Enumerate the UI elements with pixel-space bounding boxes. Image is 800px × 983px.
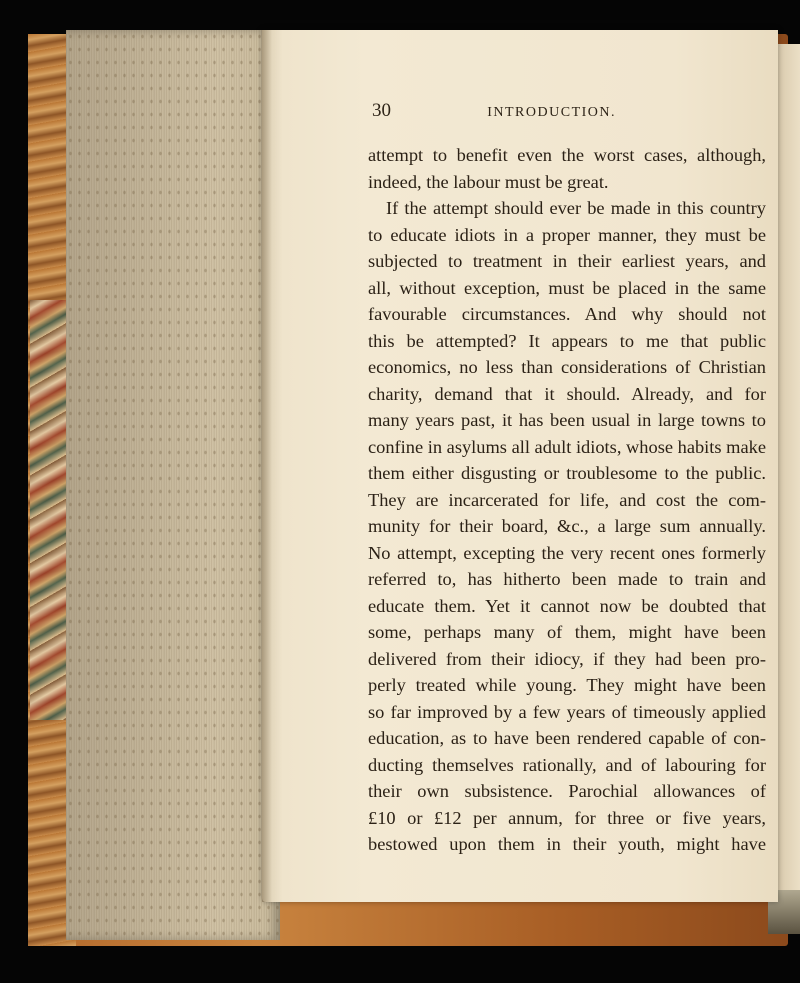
running-head — [372, 100, 616, 122]
text-line: all, without exception, must be placed in the same — [368, 277, 766, 298]
text-line: many years past, it has been usual in large towns to — [368, 410, 766, 430]
text-line: economics, no less than considerations of Christian — [368, 357, 766, 377]
text-line: confine in asylums all adult idiots, whose habits make — [368, 436, 766, 457]
text-line: delivered from their idiocy, if they had been pro- — [368, 648, 766, 669]
page-edges-stack — [66, 30, 280, 940]
running-head-title: INTRODUCTION. — [487, 105, 616, 120]
text-line: ducting themselves rationally, and of labouring for — [368, 754, 766, 775]
text-line: If the attempt should ever be made in this country — [386, 198, 766, 218]
text-line: munity for their board, &c., a large sum annually. — [368, 516, 766, 536]
text-line: They are incarcerated for life, and cost the com- — [368, 489, 766, 510]
text-line: this be attempted? It appears to me that public — [368, 330, 766, 351]
body-text — [368, 142, 766, 858]
page-gutter-shadow — [262, 30, 272, 902]
text-line: perly treated while young. They might have been — [368, 675, 766, 695]
marbled-endpaper — [30, 300, 70, 720]
text-line: favourable circumstances. And why should not — [368, 304, 766, 324]
text-line: educate them. Yet it cannot now be doubted that — [368, 595, 766, 616]
text-line: bestowed upon them in their youth, might have — [368, 834, 766, 854]
text-line: £10 or £12 per annum, for three or five years, — [368, 807, 766, 828]
text-line: attempt to benefit even the worst cases, although, — [368, 145, 766, 165]
facing-page-edge — [776, 44, 800, 898]
text-line: them either disgusting or troublesome to the public. — [368, 463, 766, 483]
text-line: to educate idiots in a proper manner, they must be — [368, 224, 766, 245]
text-line: subjected to treatment in their earliest years, and — [368, 251, 766, 271]
page-number: 30 — [372, 100, 391, 121]
text-line: charity, demand that it should. Already, and for — [368, 383, 766, 404]
text-line: some, perhaps many of them, might have been — [368, 622, 766, 642]
text-line: indeed, the labour must be great. — [368, 171, 609, 192]
text-line: education, as to have been rendered capable of con- — [368, 728, 766, 748]
text-line: No attempt, excepting the very recent ones formerly — [368, 542, 766, 563]
text-line: their own subsistence. Parochial allowances of — [368, 781, 766, 801]
text-line: referred to, has hitherto been made to train and — [368, 569, 766, 589]
text-line: so far improved by a few years of timeously applied — [368, 701, 766, 722]
